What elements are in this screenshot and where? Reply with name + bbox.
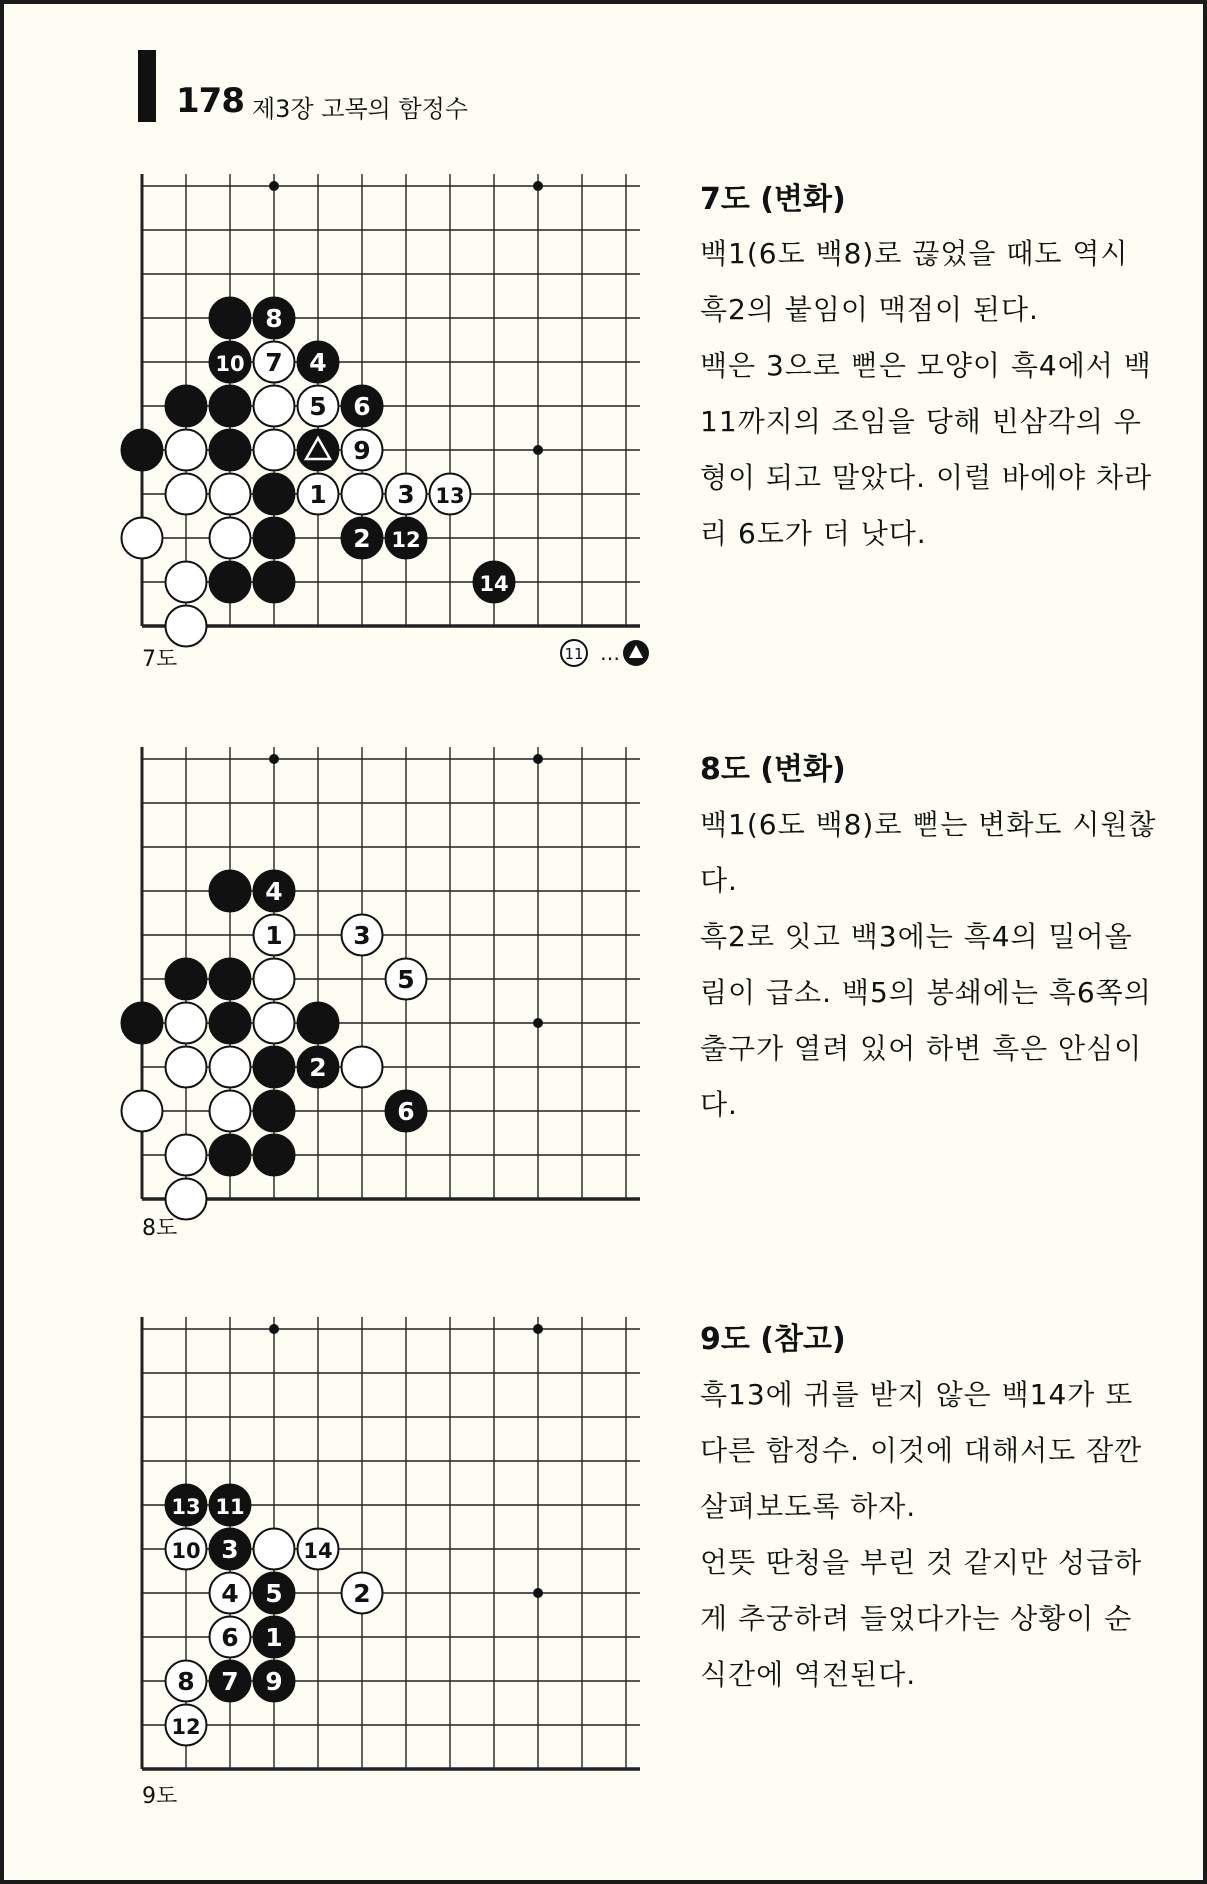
diagram-label-8: 8도 [142, 1216, 178, 1241]
stone-number: 10 [171, 1539, 201, 1563]
white-stone [210, 1091, 251, 1132]
black-stone [254, 1573, 295, 1614]
black-stone [254, 298, 295, 339]
white-stone [342, 474, 383, 515]
star-point [533, 445, 543, 455]
black-stone [210, 1135, 251, 1176]
black-stone [342, 386, 383, 427]
white-stone [342, 915, 383, 956]
white-stone [210, 474, 251, 515]
header-bar [138, 50, 156, 122]
stone-number: 9 [265, 1667, 283, 1696]
section-body-7 [700, 226, 1160, 562]
white-stone [210, 1573, 251, 1614]
star-point [533, 181, 543, 191]
stone-number: 5 [309, 392, 327, 421]
white-stone [166, 1661, 207, 1702]
black-stone [386, 518, 427, 559]
go-board-8 [128, 747, 658, 1172]
stone-number: 3 [353, 921, 371, 950]
stone-number: 4 [265, 877, 283, 906]
star-point [533, 1324, 543, 1334]
star-point [533, 754, 543, 764]
white-stone [298, 386, 339, 427]
white-stone [166, 1003, 207, 1044]
white-stone [342, 1573, 383, 1614]
stone-number: 9 [353, 436, 371, 465]
black-stone [298, 1003, 339, 1044]
black-stone [166, 1485, 207, 1526]
white-stone [166, 474, 207, 515]
section-title-8: 8도 (변화) [700, 752, 846, 787]
white-stone [298, 1529, 339, 1570]
black-stone [342, 518, 383, 559]
black-stone [210, 562, 251, 603]
white-stone [254, 1529, 295, 1570]
black-stone [254, 871, 295, 912]
star-point [269, 754, 279, 764]
note-separator: … [600, 641, 620, 665]
white-stone [254, 915, 295, 956]
white-stone [166, 1705, 207, 1746]
go-board-7 [128, 174, 658, 599]
section-body-8 [700, 797, 1160, 1133]
stone-number: 12 [171, 1715, 201, 1739]
black-stone [254, 1047, 295, 1088]
black-stone [254, 474, 295, 515]
paragraph: 흑2로 잇고 백3에는 흑4의 밀어올림이 급소. 백5의 봉쇄에는 흑6쪽의 출구가 열려 있어 하변 흑은 안심이다. [700, 920, 1152, 1121]
chapter-title: 제3장 고목의 함정수 [252, 95, 468, 123]
white-stone [386, 959, 427, 1000]
stone-number: 2 [353, 1579, 371, 1608]
black-stone [122, 1003, 163, 1044]
black-stone [298, 430, 339, 471]
black-stone [210, 298, 251, 339]
white-stone [254, 959, 295, 1000]
paragraph: 흑13에 귀를 받지 않은 백14가 또 다른 함정수. 이것에 대해서도 잠깐 살펴보도록 하자. [700, 1378, 1143, 1523]
stone-number: 1 [309, 480, 327, 509]
white-stone [122, 1091, 163, 1132]
white-stone [166, 1047, 207, 1088]
black-stone [166, 386, 207, 427]
white-stone [166, 430, 207, 471]
stone-number: 6 [353, 392, 371, 421]
star-point [533, 1018, 543, 1028]
stone-number: 14 [303, 1539, 333, 1563]
stone-number: 7 [265, 348, 283, 377]
black-stone [210, 386, 251, 427]
stone-number: 8 [265, 304, 283, 333]
board-svg-8 [128, 747, 658, 1172]
board-svg-7 [128, 174, 658, 599]
stone-number: 14 [479, 572, 509, 596]
white-stone [254, 1003, 295, 1044]
stone-number: 5 [265, 1579, 283, 1608]
star-point [269, 1324, 279, 1334]
stone-number: 4 [309, 348, 327, 377]
white-stone [210, 518, 251, 559]
white-stone [166, 562, 207, 603]
section-title-9: 9도 (참고) [700, 1322, 846, 1357]
black-stone [210, 342, 251, 383]
stone-number: 2 [353, 524, 371, 553]
black-stone [122, 430, 163, 471]
black-stone [254, 1661, 295, 1702]
black-stone [474, 562, 515, 603]
white-stone [254, 342, 295, 383]
black-stone [254, 518, 295, 559]
white-stone [342, 430, 383, 471]
paragraph: 백은 3으로 뻗은 모양이 흑4에서 백11까지의 조임을 당해 빈삼각의 우형이 되고 말았다. 이럴 바에야 차라리 6도가 더 낫다. [700, 349, 1153, 550]
stone-number: 4 [221, 1579, 239, 1608]
stone-number: 13 [435, 484, 465, 508]
white-stone [342, 1047, 383, 1088]
black-stone [210, 871, 251, 912]
paragraph: 백1(6도 백8)로 뻗는 변화도 시원찮다. [700, 808, 1157, 897]
diagram-label-7: 7도 [142, 647, 178, 672]
stone-number: 6 [397, 1097, 415, 1126]
go-board-9 [128, 1317, 658, 1742]
black-stone [210, 1661, 251, 1702]
black-stone [254, 1135, 295, 1176]
black-stone [210, 430, 251, 471]
stone-number: 7 [221, 1667, 239, 1696]
black-stone [210, 959, 251, 1000]
white-stone [298, 474, 339, 515]
stone-number: 3 [221, 1535, 239, 1564]
black-stone [210, 1529, 251, 1570]
paragraph: 언뜻 딴청을 부린 것 같지만 성급하게 추궁하려 들었다가는 상황이 순식간에 역전된다. [700, 1546, 1143, 1691]
stone-number: 1 [265, 921, 283, 950]
stone-number: 12 [391, 528, 421, 552]
black-stone [210, 1003, 251, 1044]
white-stone [430, 474, 471, 515]
note-label: 11 [564, 645, 584, 663]
stone-number: 3 [397, 480, 415, 509]
stone-number: 13 [171, 1495, 201, 1519]
stone-number: 11 [215, 1495, 245, 1519]
stone-number: 10 [215, 352, 245, 376]
white-stone [254, 386, 295, 427]
white-stone [122, 518, 163, 559]
stone-number: 8 [177, 1667, 195, 1696]
stone-number: 6 [221, 1623, 239, 1652]
white-stone [386, 474, 427, 515]
black-stone [298, 1047, 339, 1088]
diagram-label-9: 9도 [142, 1784, 178, 1809]
stone-number: 5 [397, 965, 415, 994]
white-stone [166, 606, 207, 647]
page-number: 178 [176, 81, 244, 121]
section-title-7: 7도 (변화) [700, 182, 846, 217]
black-stone [210, 1485, 251, 1526]
black-stone [166, 959, 207, 1000]
white-stone [254, 430, 295, 471]
white-stone [166, 1529, 207, 1570]
paragraph: 백1(6도 백8)로 끊었을 때도 역시 흑2의 붙임이 맥점이 된다. [700, 237, 1129, 326]
board-svg-9 [128, 1317, 658, 1742]
stone-number: 1 [265, 1623, 283, 1652]
white-stone [210, 1047, 251, 1088]
black-stone [298, 342, 339, 383]
black-stone [254, 1091, 295, 1132]
white-stone [166, 1135, 207, 1176]
star-point [269, 181, 279, 191]
star-point [533, 1588, 543, 1598]
stone-number: 2 [309, 1053, 327, 1082]
black-stone [386, 1091, 427, 1132]
white-stone [210, 1617, 251, 1658]
section-body-9 [700, 1367, 1160, 1703]
capture-note-7 [560, 638, 652, 668]
black-stone [254, 562, 295, 603]
black-stone [254, 1617, 295, 1658]
